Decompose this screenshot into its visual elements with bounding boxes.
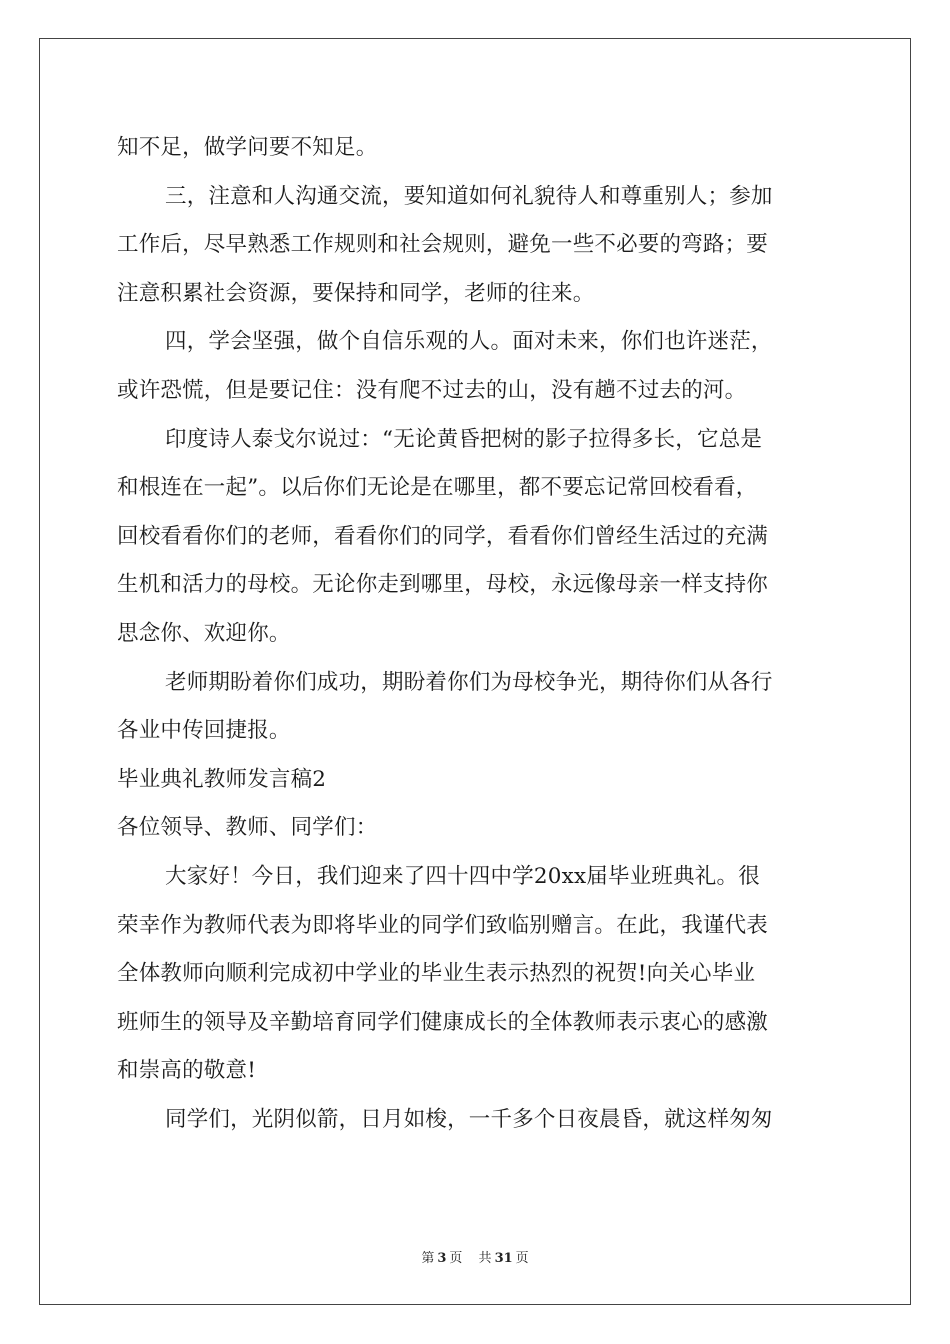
text-line-6: 或许恐慌，但是要记住：没有爬不过去的山，没有趟不过去的河。 <box>117 377 747 403</box>
text-line-2: 三，注意和人沟通交流，要知道如何礼貌待人和尊重别人；参加 <box>165 183 773 209</box>
text-line-3: 工作后，尽早熟悉工作规则和社会规则，避免一些不必要的弯路；要 <box>117 232 769 258</box>
text-line-21: 同学们，光阴似箭，日月如梭，一千多个日夜晨昏，就这样匆匆 <box>165 1106 773 1132</box>
text-line-13: 各业中传回捷报。 <box>117 718 291 744</box>
page-indicator: 第 3 页 <box>421 1251 463 1266</box>
text-line-7: 印度诗人泰戈尔说过：“无论黄昏把树的影子拉得多长，它总是 <box>165 426 763 452</box>
text-line-4: 注意积累社会资源，要保持和同学，老师的往来。 <box>117 280 595 306</box>
document-body <box>117 124 839 1144</box>
page-footer <box>0 1247 950 1266</box>
text-line-12: 老师期盼着你们成功，期盼着你们为母校争光，期待你们从各行 <box>165 669 773 695</box>
salutation: 各位领导、教师、同学们： <box>117 815 378 841</box>
text-line-19: 班师生的领导及辛勤培育同学们健康成长的全体教师表示衷心的感激 <box>117 1009 769 1035</box>
text-line-20: 和崇高的敬意! <box>117 1058 257 1084</box>
text-line-17: 荣幸作为教师代表为即将毕业的同学们致临别赠言。在此，我谨代表 <box>117 912 769 938</box>
text-line-1: 知不足，做学问要不知足。 <box>117 135 378 160</box>
text-line-8: 和根连在一起”。以后你们无论是在哪里，都不要忘记常回校看看， <box>117 475 758 501</box>
text-line-18: 全体教师向顺利完成初中学业的毕业生表示热烈的祝贺!向关心毕业 <box>117 961 756 987</box>
section-heading: 毕业典礼教师发言稿2 <box>117 766 327 792</box>
text-line-16: 大家好！今日，我们迎来了四十四中学20xx届毕业班典礼。很 <box>165 863 760 889</box>
text-line-5: 四，学会坚强，做个自信乐观的人。面对未来，你们也许迷茫， <box>165 329 773 355</box>
text-line-9: 回校看看你们的老师，看看你们的同学，看看你们曾经生活过的充满 <box>117 523 769 549</box>
text-line-10: 生机和活力的母校。无论你走到哪里，母校，永远像母亲一样支持你 <box>117 572 769 598</box>
total-pages-indicator: 共 31 页 <box>478 1251 529 1266</box>
text-line-11: 思念你、欢迎你。 <box>117 620 291 646</box>
